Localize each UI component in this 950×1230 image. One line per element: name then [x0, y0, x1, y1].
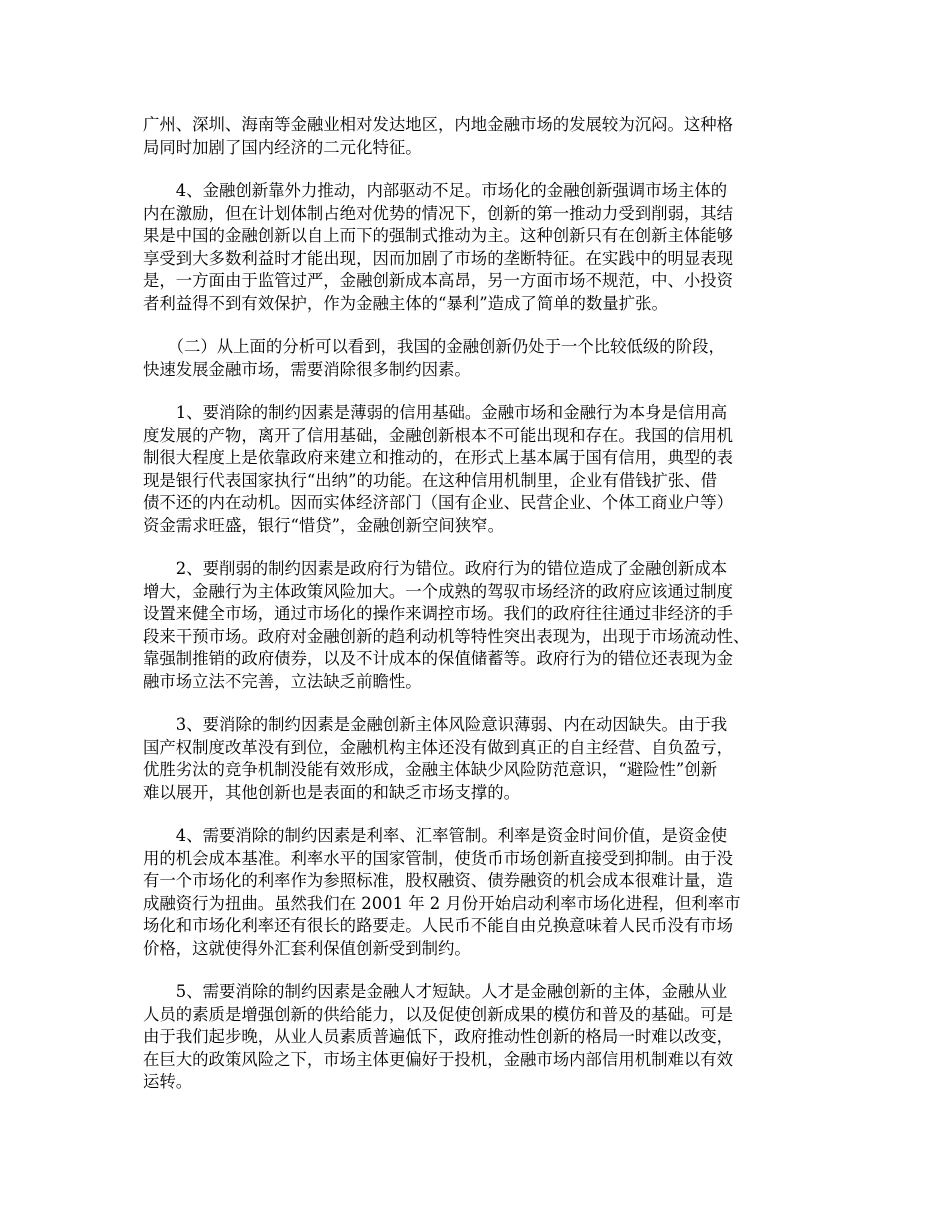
text-line: 由于我们起步晚，从业人员素质普遍低下，政府推动性创新的格局一时难以改变， [143, 1027, 734, 1046]
text-line: 价格，这就使得外汇套利保值创新受到制约。 [143, 938, 471, 958]
text-line: 享受到大多数利益时才能出现，因而加剧了市场的垄断特征。在实践中的明显表现 [143, 248, 734, 268]
text-line: 者利益得不到有效保护，作为金融主体的“暴利”造成了简单的数量扩张。 [143, 293, 668, 313]
text-line: 4、需要消除的制约因素是利率、汇率管制。利率是资金时间价值，是资金使 [143, 826, 728, 845]
text-line: 是，一方面由于监管过严，金融创新成本高昂，另一方面市场不规范，中、小投资 [143, 271, 734, 290]
text-line: 融市场立法不完善，立法缺乏前瞻性。 [143, 671, 422, 691]
text-line: 快速发展金融市场，需要消除很多制约因素。 [143, 359, 471, 379]
text-line: 果是中国的金融创新以自上而下的强制式推动为主。这种创新只有在创新主体能够 [143, 226, 734, 245]
text-line: 广州、深圳、海南等金融业相对发达地区，内地金融市场的发展较为沉闷。这种格 [143, 115, 734, 134]
paragraph-constraint-3-risk-awareness [143, 714, 808, 804]
text-line: 运转。 [143, 1072, 193, 1091]
text-line: 增大，金融行为主体政策风险加大。一个成熟的驾驭市场经济的政府应该通过制度 [143, 581, 734, 601]
paragraph-intro-continued [143, 114, 808, 159]
paragraph-constraint-2-government [143, 558, 808, 693]
text-line: 国产权制度改革没有到位，金融机构主体还没有做到真正的自主经营、自负盈亏， [143, 737, 734, 757]
text-line: 靠强制推销的政府债券，以及不计成本的保值储蓄等。政府行为的错位还表现为金 [143, 649, 734, 668]
paragraph-point-4-external-drive [143, 180, 808, 315]
text-line: 场化和市场化利率还有很长的路要走。人民币不能自由兑换意味着人民币没有市场 [143, 916, 734, 935]
paragraph-section-2-intro [143, 336, 808, 381]
text-line: 设置来健全市场，通过市场化的操作来调控市场。我们的政府往往通过非经济的手 [143, 604, 734, 623]
text-line: （二）从上面的分析可以看到，我国的金融创新仍处于一个比较低级的阶段， [143, 337, 725, 356]
text-line: 2、要削弱的制约因素是政府行为错位。政府行为的错位造成了金融创新成本 [143, 559, 728, 578]
text-line: 难以展开，其他创新也是表面的和缺乏市场支撑的。 [143, 782, 520, 802]
text-line: 用的机会成本基准。利率水平的国家管制，使货币市场创新直接受到抑制。由于没 [143, 848, 734, 868]
text-line: 成融资行为扭曲。虽然我们在 2001 年 2 月份开始启动利率市场化进程，但利率市 [143, 893, 741, 913]
text-line: 有一个市场化的利率作为参照标准，股权融资、债券融资的机会成本很难计量，造 [143, 871, 734, 890]
text-line: 债不还的内在动机。因而实体经济部门（国有企业、民营企业、个体工商业户等） [143, 493, 734, 512]
text-line: 制很大程度上是依靠政府来建立和推动的，在形式上基本属于国有信用，典型的表 [143, 448, 734, 467]
text-line: 在巨大的政策风险之下，市场主体更偏好于投机，金融市场内部信用机制难以有效 [143, 1049, 734, 1069]
text-line: 现是银行代表国家执行“出纳”的功能。在这种信用机制里，企业有借钱扩张、借 [143, 470, 718, 490]
text-line: 1、要消除的制约因素是薄弱的信用基础。金融市场和金融行为本身是信用高 [143, 403, 728, 422]
text-line: 段来干预市场。政府对金融创新的趋利动机等特性突出表现为，出现于市场流动性、 [143, 626, 750, 646]
paragraph-constraint-4-rate-control [143, 825, 808, 960]
text-line: 4、金融创新靠外力推动，内部驱动不足。市场化的金融创新强调市场主体的 [143, 181, 728, 200]
text-line: 3、要消除的制约因素是金融创新主体风险意识薄弱、内在动因缺失。由于我 [143, 715, 728, 734]
text-line: 资金需求旺盛，银行“惜贷”，金融创新空间狭窄。 [143, 515, 504, 535]
text-line: 优胜劣汰的竞争机制没能有效形成，金融主体缺少风险防范意识，“避险性”创新 [143, 760, 718, 779]
text-line: 人员的素质是增强创新的供给能力，以及促使创新成果的模仿和普及的基础。可是 [143, 1004, 734, 1024]
paragraph-constraint-5-talent [143, 981, 808, 1094]
paragraph-constraint-1-credit [143, 402, 808, 537]
text-line: 局同时加剧了国内经济的二元化特征。 [143, 137, 422, 157]
text-line: 5、需要消除的制约因素是金融人才短缺。人才是金融创新的主体，金融从业 [143, 982, 728, 1001]
text-line: 内在激励，但在计划体制占绝对优势的情况下，创新的第一推动力受到削弱，其结 [143, 203, 734, 223]
text-line: 度发展的产物，离开了信用基础，金融创新根本不可能出现和存在。我国的信用机 [143, 425, 734, 445]
